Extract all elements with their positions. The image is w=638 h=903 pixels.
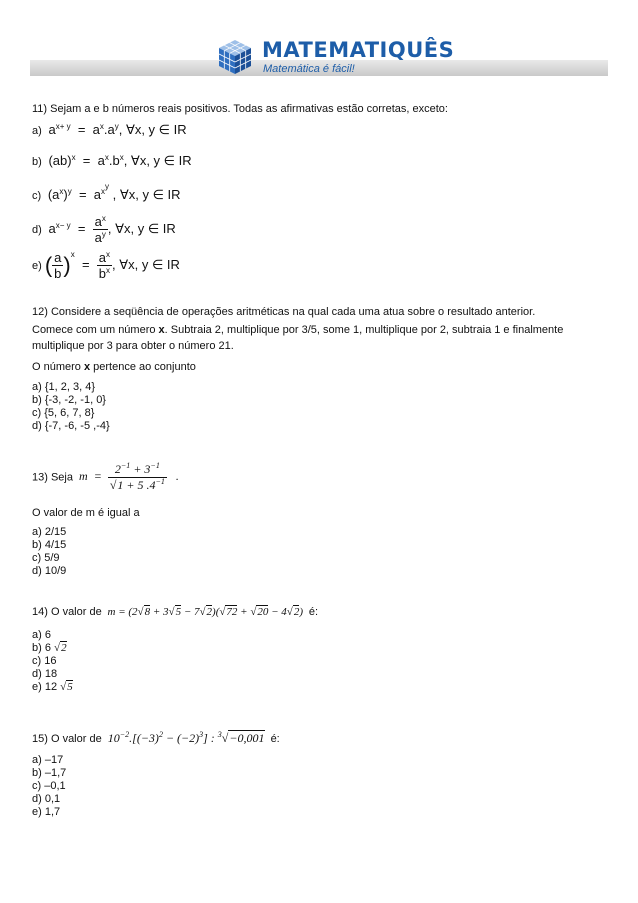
q15-options	[32, 754, 66, 819]
option-suffix: , ∀x, y ∈ IR	[118, 122, 187, 137]
formula: m = (2√8 + 3√5 − 7√2)(√72 + √20 − 4√2)	[104, 606, 306, 618]
q11-stem: 11) Sejam a e b números reais positivos. Todas as afirmativas estão corretas, exceto:	[32, 103, 448, 115]
q11-option-d	[32, 214, 176, 245]
formula: ( $\frac{a}{b}$ )$^x$ = $\frac{a^x}{b^x}$	[44, 249, 111, 281]
q11-option-b	[32, 153, 192, 169]
site-header	[30, 36, 608, 82]
option-letter: b)	[32, 156, 42, 168]
option: a) 6	[32, 629, 51, 641]
q14-line	[32, 606, 318, 618]
q12-options	[32, 381, 110, 433]
q11-option-e	[32, 250, 180, 281]
option: b) –1,7	[32, 767, 67, 779]
text-part: pertence ao conjunto	[90, 361, 196, 373]
cube-logo-icon	[216, 38, 254, 76]
option: c) –0,1	[32, 780, 66, 792]
variable-x: x	[83, 361, 91, 373]
q13-lead: 13) Seja	[32, 471, 73, 484]
option: c) 16	[32, 655, 57, 667]
q13-options	[32, 526, 66, 578]
option-suffix: , ∀x, y ∈ IR	[112, 256, 180, 272]
option: e) 1,7	[32, 806, 61, 818]
q11-option-a	[32, 122, 187, 138]
option-text: e) 12	[32, 681, 58, 693]
formula: $a^{x- y}$ = $\frac{a^x}{a^y}$	[44, 214, 106, 245]
option: b) 4/15	[32, 539, 67, 551]
formula: $(a^x)^y = a^{x^y}$	[44, 182, 110, 202]
formula: $(ab)^x = a^x.b^x$	[44, 153, 124, 168]
q12-ask	[32, 361, 196, 373]
q11-option-c	[32, 182, 181, 203]
option-letter: a)	[32, 125, 42, 137]
option: c) {5, 6, 7, 8}	[32, 407, 95, 419]
text-part: Comece com um número	[32, 324, 159, 336]
formula: $a^{x+ y} = a^x.a^y$	[44, 122, 119, 137]
brand-name: MATEMATIQUÊS	[262, 38, 455, 62]
option-letter: c)	[32, 190, 42, 202]
option: b) 6 √2	[32, 642, 67, 654]
text-part: . Subtraia 2, multiplique por 3/5, some 1, multiplique por 2, subtraia 1 e finalmente	[164, 324, 564, 336]
option-text: b) 6	[32, 642, 51, 654]
q12-stem: 12) Considere a seqüência de operações aritméticas na qual cada uma atua sobre o resultado anterior.	[32, 306, 536, 318]
formula: $10^{-2}.[(-3)^2 - (-2)^3]$ : $^3$√−0,001	[104, 730, 265, 745]
option-suffix: , ∀x, y ∈ IR	[123, 153, 192, 168]
q13-line	[32, 462, 179, 493]
q12-body-line2: multiplique por 3 para obter o número 21.	[32, 340, 234, 352]
variable-x: x	[158, 324, 165, 336]
formula: m = $\frac{2^{-1} + 3^{-1}}{√1 + 5 .4^{-1}}$ .	[76, 461, 179, 492]
option-suffix: , ∀x, y ∈ IR	[107, 220, 176, 236]
option: a) {1, 2, 3, 4}	[32, 381, 95, 393]
option: c) 5/9	[32, 552, 60, 564]
text-part: O número	[32, 361, 84, 373]
option: b) {-3, -2, -1, 0}	[32, 394, 106, 406]
q15-line	[32, 731, 280, 746]
q14-lead: 14) O valor de	[32, 606, 102, 618]
q14-tail: é:	[308, 606, 319, 618]
option: d) 10/9	[32, 565, 67, 577]
q15-lead: 15) O valor de	[32, 733, 102, 745]
q14-options	[32, 629, 73, 694]
q12-body-line1	[32, 324, 563, 336]
option: d) 0,1	[32, 793, 61, 805]
option: a) –17	[32, 754, 64, 766]
option: e) 12 √5	[32, 681, 73, 693]
q13-ask: O valor de m é igual a	[32, 507, 140, 519]
option: d) {-7, -6, -5 ,-4}	[32, 420, 110, 432]
option: a) 2/15	[32, 526, 67, 538]
q15-tail: é:	[270, 733, 280, 745]
option-letter: e)	[32, 259, 42, 272]
option-letter: d)	[32, 223, 42, 236]
brand-tagline: Matemática é fácil!	[263, 63, 355, 75]
option: d) 18	[32, 668, 58, 680]
option-suffix: , ∀x, y ∈ IR	[112, 187, 181, 202]
